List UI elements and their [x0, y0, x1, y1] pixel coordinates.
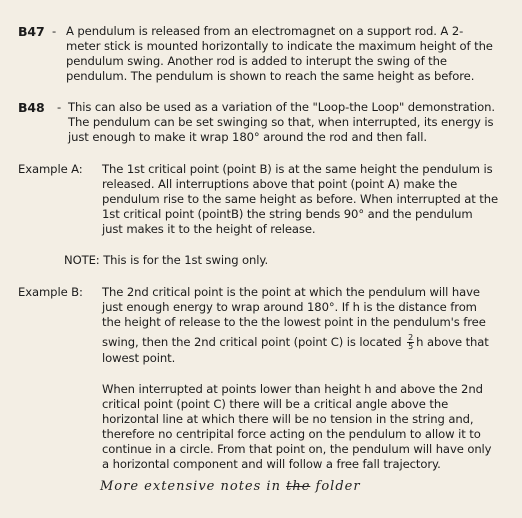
example-a-line-1: The 1st critical point (point B) is at the same height the pendulum is — [102, 162, 493, 176]
b47-dash: - — [52, 24, 57, 38]
example-b-para2-line-1: When interrupted at points lower than height h and above the 2nd — [102, 382, 483, 396]
example-b-line-5: lowest point. — [102, 351, 176, 365]
example-b-para2-line-5: continue in a circle. From that point on, the pendulum will have only — [102, 442, 492, 456]
b47-label: B47 — [18, 24, 45, 39]
b48-label: B48 — [18, 100, 45, 115]
handwritten-crossed-word: the — [286, 479, 311, 494]
example-b-line-2: just enough energy to wrap around 180°. If h is the distance from — [102, 300, 477, 314]
example-b-line-4 — [102, 334, 489, 351]
example-b-para2-line-2: critical point (point C) there will be a critical angle above the — [102, 397, 449, 411]
fraction-numerator: 2 — [408, 333, 414, 342]
b48-line-2: The pendulum can be set swinging so that, when interrupted, its energy is — [68, 115, 494, 129]
example-a-line-4: 1st critical point (pointB) the string bends 90° and the pendulum — [102, 207, 473, 221]
example-b-line-1: The 2nd critical point is the point at which the pendulum will have — [102, 285, 480, 299]
example-b-line-4-post: above that — [426, 335, 489, 349]
fraction-denominator: 5 — [408, 342, 414, 351]
handwritten-note-post: folder — [315, 479, 361, 494]
example-b-para2-line-3: horizontal line at which there will be no tension in the string and, — [102, 412, 474, 426]
example-b-para2-line-6: a horizontal component and will follow a free fall trajectory. — [102, 457, 441, 471]
example-a-line-5: just makes it to the height of release. — [102, 222, 316, 236]
example-b-para2-line-4: therefore no centripital force acting on the pendulum to allow it to — [102, 427, 481, 441]
example-a-line-3: pendulum rise to the same height as before. When interrupted at the — [102, 192, 499, 206]
handwritten-note-pre: More extensive notes in — [100, 479, 281, 494]
example-b-label: Example B: — [18, 285, 83, 299]
b48-dash: - — [57, 100, 62, 114]
fraction-variable: h — [416, 335, 424, 349]
b47-line-1: A pendulum is released from an electromagnet on a support rod. A 2- — [66, 24, 464, 38]
example-a-line-2: released. All interruptions above that point (point A) make the — [102, 177, 458, 191]
handwritten-note — [100, 479, 361, 494]
fraction-two-fifths — [407, 334, 414, 351]
example-a-note: NOTE: This is for the 1st swing only. — [64, 253, 269, 267]
b48-line-1: This can also be used as a variation of the "Loop-the Loop" demonstration. — [68, 100, 495, 114]
b47-line-4: pendulum. The pendulum is shown to reach the same height as before. — [66, 69, 475, 83]
example-b-line-4-pre: swing, then the 2nd critical point (point C) is located — [102, 335, 402, 349]
b48-line-3: just enough to make it wrap 180° around the rod and then fall. — [68, 130, 427, 144]
b47-line-2: meter stick is mounted horizontally to indicate the maximum height of the — [66, 39, 493, 53]
b47-line-3: pendulum swing. Another rod is added to interupt the swing of the — [66, 54, 447, 68]
example-b-line-3: the height of release to the the lowest point in the pendulum's free — [102, 315, 486, 329]
example-a-label: Example A: — [18, 162, 83, 176]
